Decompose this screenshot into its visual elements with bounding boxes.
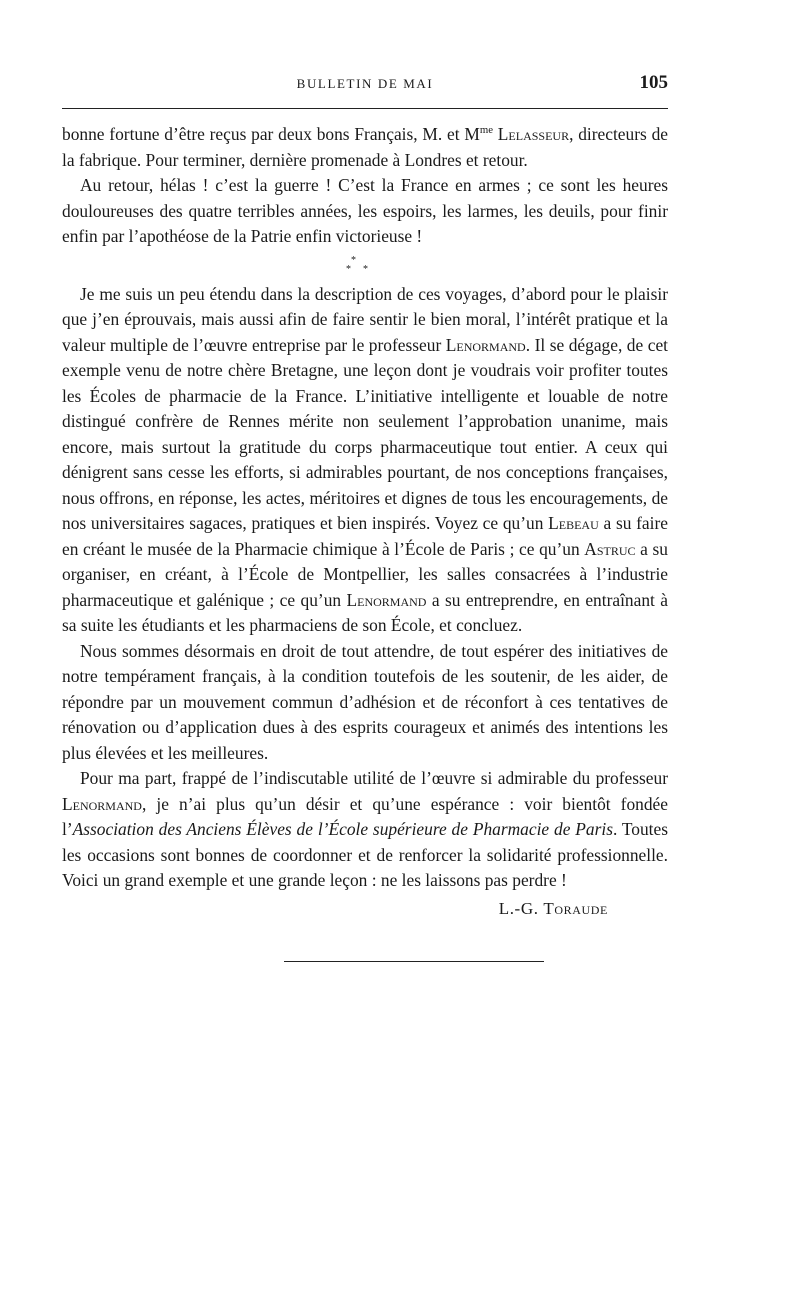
article-body (62, 122, 668, 921)
person-name: Lebeau (548, 513, 599, 533)
header-rule (62, 108, 668, 109)
paragraph (62, 639, 668, 767)
signature-initials: L.-G. (498, 898, 539, 918)
text-run: Pour ma part, frappé de l’indiscutable utilité de l’œuvre si admirable du professeur (80, 768, 668, 788)
text-run: , directeurs de la fabrique. Pour terminer, dernière promenade à Londres et retour. (62, 124, 668, 170)
asterism (62, 248, 668, 278)
text-run: Nous sommes désormais en droit de tout attendre, de tout espérer des initiatives de notre tempérament français, à la condition toutefois de les soutenir, de les aider, de répondre par un mouvement commun d’adhésion et de réconfort à ces tentatives de rénovation ou d’application dues à des esprits courageux et animés des intentions les plus élevées et les meilleures. (62, 640, 668, 763)
running-header (62, 70, 668, 98)
paragraph (62, 122, 668, 173)
text-run: bonne fortune d’être reçus par deux bons Français, M. et M (62, 124, 480, 144)
person-name: Lenormand (346, 589, 427, 610)
signature (62, 896, 668, 922)
running-title: BULLETIN DE MAI (296, 76, 434, 91)
text-run: a su entreprendre, en entraînant à sa suite les étudiants et les pharmaciens de son École, et concluez. (62, 589, 668, 635)
person-name: Lenormand (445, 334, 526, 355)
person-name: Lenormand (62, 793, 142, 814)
paragraph (62, 282, 668, 639)
paragraph (62, 766, 668, 894)
text-run: . Il se dégage, de cet exemple venu de notre chère Bretagne, une leçon dont je voudrais voir profiter toutes les Écoles de pharmacie de la France. L’initiative intelligente et louable de notre distingué confrère de Rennes mérite non seulement l’approbation unanime, mais encore, mais surtout la gratitude du corps pharmaceutique tout entier. A ceux qui dénigrent sans cesse les efforts, si admirables pourtant, de nos conceptions françaises, nous offrons, en réponse, les actes, méritoires et dignes de tous les encouragements, de nos universitaires sagaces, pratiques et bien inspirés. Voyez ce qu’un (62, 334, 668, 533)
end-rule (284, 961, 544, 962)
asterisk: * (351, 254, 356, 266)
text-run: , je n’ai plus qu’un désir et qu’une espérance : voir bientôt fondée l’ (62, 793, 668, 839)
page-number: 105 (639, 72, 668, 93)
text-run: Je me suis un peu étendu dans la description de ces voyages, d’abord pour le plaisir que j’en éprouvais, mais aussi afin de faire sentir le bien moral, l’intérêt pratique et la valeur multiple de l’œuvre entreprise par le professeur (62, 283, 668, 355)
paragraph (62, 173, 668, 250)
person-name: Astruc (584, 538, 636, 559)
person-name: Lelasseur (497, 124, 570, 144)
text-run: Au retour, hélas ! c’est la guerre ! C’est la France en armes ; ce sont les heures douloureuses des quatre terribles années, les espoirs, les larmes, les deuils, pour finir enfin par l’apothéose de la Patrie enfin victorieuse ! (62, 175, 668, 246)
text-run: a su organiser, en créant, à l’École de Montpellier, les salles consacrées à l’industrie pharmaceutique et galénique ; ce qu’un (62, 538, 668, 610)
signature-surname: Toraude (543, 898, 608, 918)
italic-title: Association des Anciens Élèves de l’École supérieure de Pharmacie de Paris (72, 819, 613, 839)
asterisk: * (363, 263, 368, 275)
text-run: . Toutes les occasions sont bonnes de coordonner et de renforcer la solidarité professionnelle. Voici un grand exemple et une grande leçon : ne les laissons pas perdre ! (62, 819, 668, 890)
page (62, 70, 668, 962)
text-run: a su faire en créant le musée de la Pharmacie chimique à l’École de Paris ; ce qu’un (62, 513, 668, 559)
asterisk: * (346, 263, 351, 275)
text-run: me (479, 124, 493, 137)
